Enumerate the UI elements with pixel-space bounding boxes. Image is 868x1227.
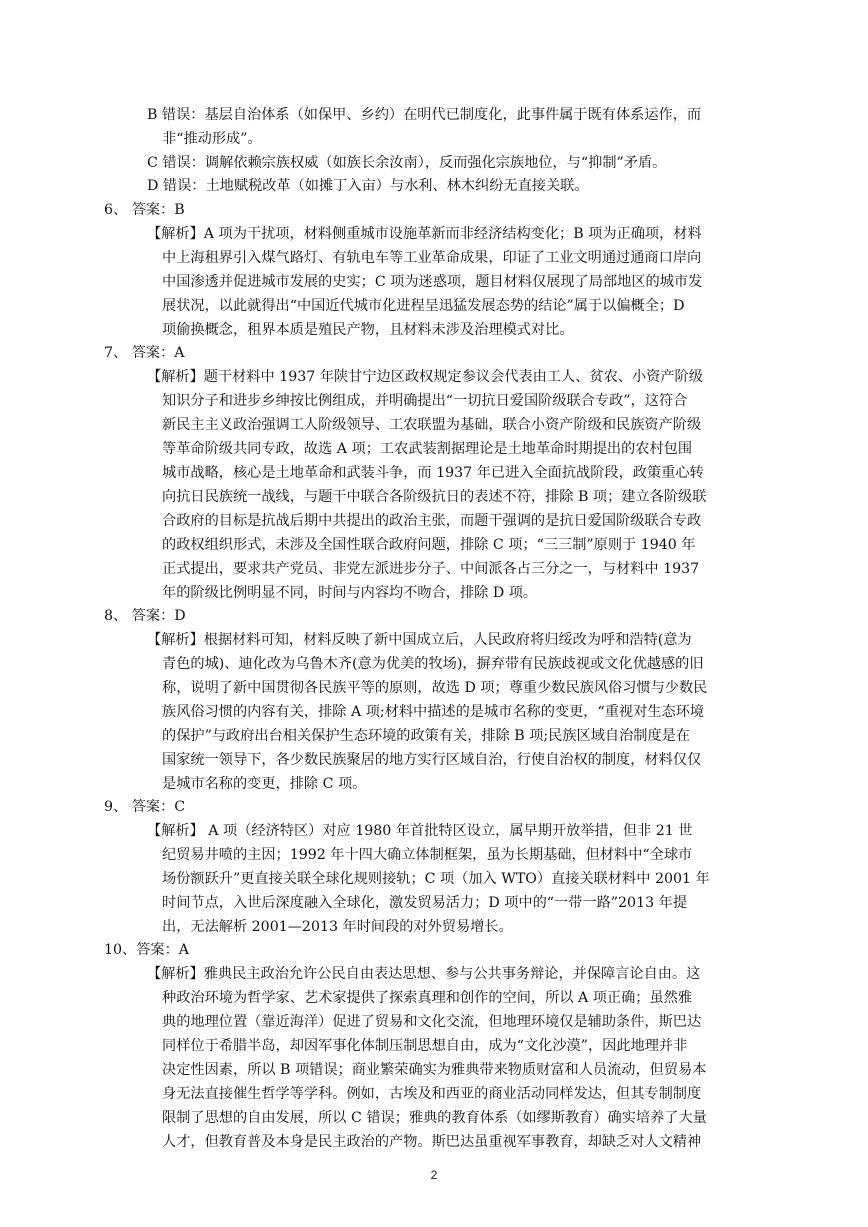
- prev-option-d: D 错误：土地赋税改革（如摊丁入亩）与水利、林木纠纷无直接关联。: [147, 178, 589, 194]
- q10-analysis-line: 同样位于希腊半岛，却因军事化体制压制思想自由，成为“文化沙漠”，因此地理并非: [162, 1038, 688, 1054]
- q8-analysis-line: 国家统一领导下，各少数民族聚居的地方实行区域自治，行使自治权的制度，材料仅仅: [162, 752, 702, 768]
- q7-analysis-line: 城市战略，核心是土地革命和武装斗争，而 1937 年已进入全面抗战阶段，政策重心转: [162, 465, 704, 481]
- q8-analysis-line: 的保护”与政府出台相关保护生态环境的政策有关，排除 B 项;民族区域自治制度是在: [162, 728, 691, 744]
- q7-analysis-line: 的政权组织形式，未涉及全国性联合政府问题，排除 C 项；“三三制”原则于 1940 年: [162, 537, 696, 553]
- q9-analysis-line: 出，无法解析 2001—2013 年时间段的对外贸易增长。: [162, 919, 513, 935]
- q8-analysis-line: 称，说明了新中国贯彻各民族平等的原则，故选 D 项；尊重少数民族风俗习惯与少数民: [162, 680, 708, 696]
- q10-analysis-line: 身无法直接催生哲学等学科。例如，古埃及和西亚的商业活动同样发达，但其专制制度: [162, 1086, 702, 1102]
- q9-analysis-line: 【解析】 A 项（经济特区）对应 1980 年首批特区设立，属早期开放举措，但非 21 世: [147, 823, 693, 839]
- q9-analysis-line: 场份额跃升”更直接关联全球化规则接轨；C 项（加入 WTO）直接关联材料中 2001 年: [162, 871, 710, 887]
- q7-analysis-line: 年的阶级比例明显不同，时间与内容均不吻合，排除 D 项。: [162, 585, 538, 601]
- q7-analysis-line: 正式提出，要求共产党员、非党左派进步分子、中间派各占三分之一，与材料中 1937: [162, 561, 700, 577]
- q9-answer: 9、 答案：C: [104, 799, 186, 815]
- prev-option-b-line1: B 错误：基层自治体系（如保甲、乡约）在明代已制度化，此事件属于既有体系运作，而: [147, 107, 702, 123]
- q10-analysis-line: 决定性因素，所以 B 项错误；商业繁荣确实为雅典带来物质财富和人员流动，但贸易本: [162, 1062, 707, 1078]
- q8-analysis-line: 【解析】根据材料可知，材料反映了新中国成立后，人民政府将归绥改为呼和浩特(意为: [147, 632, 692, 648]
- q7-analysis-line: 知识分子和进步乡绅按比例组成，并明确提出“一切抗日爱国阶级联合专政”，这符合: [162, 393, 688, 409]
- q7-analysis-line: 【解析】题干材料中 1937 年陕甘宁边区政权规定参议会代表由工人、贫农、小资产阶级: [147, 369, 703, 385]
- q8-answer: 8、 答案：D: [104, 608, 186, 624]
- q7-analysis-line: 等革命阶级共同专政，故选 A 项；工农武装割据理论是土地革命时期提出的农村包围: [162, 441, 693, 457]
- q6-analysis-line: 【解析】A 项为干扰项，材料侧重城市设施革新而非经济结构变化；B 项为正确项，材料: [147, 226, 702, 242]
- prev-option-b-line2: 非“推动形成”。: [162, 131, 262, 147]
- q8-analysis-line: 是城市名称的变更，排除 C 项。: [162, 776, 367, 792]
- q8-analysis-line: 族风俗习惯的内容有关，排除 A 项;材料中描述的是城市名称的变更，“重视对生态环境: [162, 704, 705, 720]
- q10-analysis-line: 【解析】雅典民主政治允许公民自由表达思想、参与公共事务辩论，并保障言论自由。这: [147, 966, 701, 982]
- q10-answer: 10、答案：A: [104, 942, 190, 958]
- q6-analysis-line: 项偷换概念，租界本质是殖民产物，且材料未涉及治理模式对比。: [162, 322, 574, 338]
- q7-answer: 7、 答案：A: [104, 345, 185, 361]
- q10-analysis-line: 限制了思想的自由发展，所以 C 错误；雅典的教育体系（如缪斯教育）确实培养了大量: [162, 1110, 707, 1126]
- q8-analysis-line: 青色的城)、迪化改为乌鲁木齐(意为优美的牧场)，摒弃带有民族歧视或文化优越感的旧: [162, 656, 704, 672]
- q7-analysis-line: 合政府的目标是抗战后期中共提出的政治主张，而题干强调的是抗日爱国阶级联合专政: [162, 513, 702, 529]
- prev-option-c: C 错误：调解依赖宗族权威（如族长余汝南），反而强化宗族地位，与“抑制”矛盾。: [147, 155, 667, 171]
- q6-analysis-line: 展状况，以此就得出“中国近代城市化进程呈迅猛发展态势的结论”属于以偏概全；D: [162, 298, 685, 314]
- page-number: 2: [430, 1168, 438, 1182]
- q6-analysis-line: 中上海租界引入煤气路灯、有轨电车等工业革命成果，印证了工业文明通过通商口岸向: [162, 250, 702, 266]
- q9-analysis-line: 纪贸易井喷的主因；1992 年十四大确立体制框架，虽为长期基础，但材料中“全球市: [162, 847, 693, 863]
- q10-analysis-line: 典的地理位置（靠近海洋）促进了贸易和文化交流，但地理环境仅是辅助条件，斯巴达: [162, 1014, 702, 1030]
- q6-analysis-line: 中国渗透并促进城市发展的史实；C 项为迷惑项，题目材料仅展现了局部地区的城市发: [162, 274, 703, 290]
- q6-answer: 6、 答案：B: [104, 202, 185, 218]
- q10-analysis-line: 种政治环境为哲学家、艺术家提供了探索真理和创作的空间，所以 A 项正确；虽然雅: [162, 990, 693, 1006]
- q7-analysis-line: 向抗日民族统一战线，与题干中联合各阶级抗日的表述不符，排除 B 项；建立各阶级联: [162, 489, 707, 505]
- q7-analysis-line: 新民主主义政治强调工人阶级领导、工农联盟为基础，联合小资产阶级和民族资产阶级: [162, 417, 702, 433]
- q10-analysis-line: 人才，但教育普及本身是民主政治的产物。斯巴达虽重视军事教育，却缺乏对人文精神: [162, 1134, 702, 1150]
- q9-analysis-line: 时间节点，入世后深度融入全球化，激发贸易活力；D 项中的“一带一路”2013 年提: [162, 895, 688, 911]
